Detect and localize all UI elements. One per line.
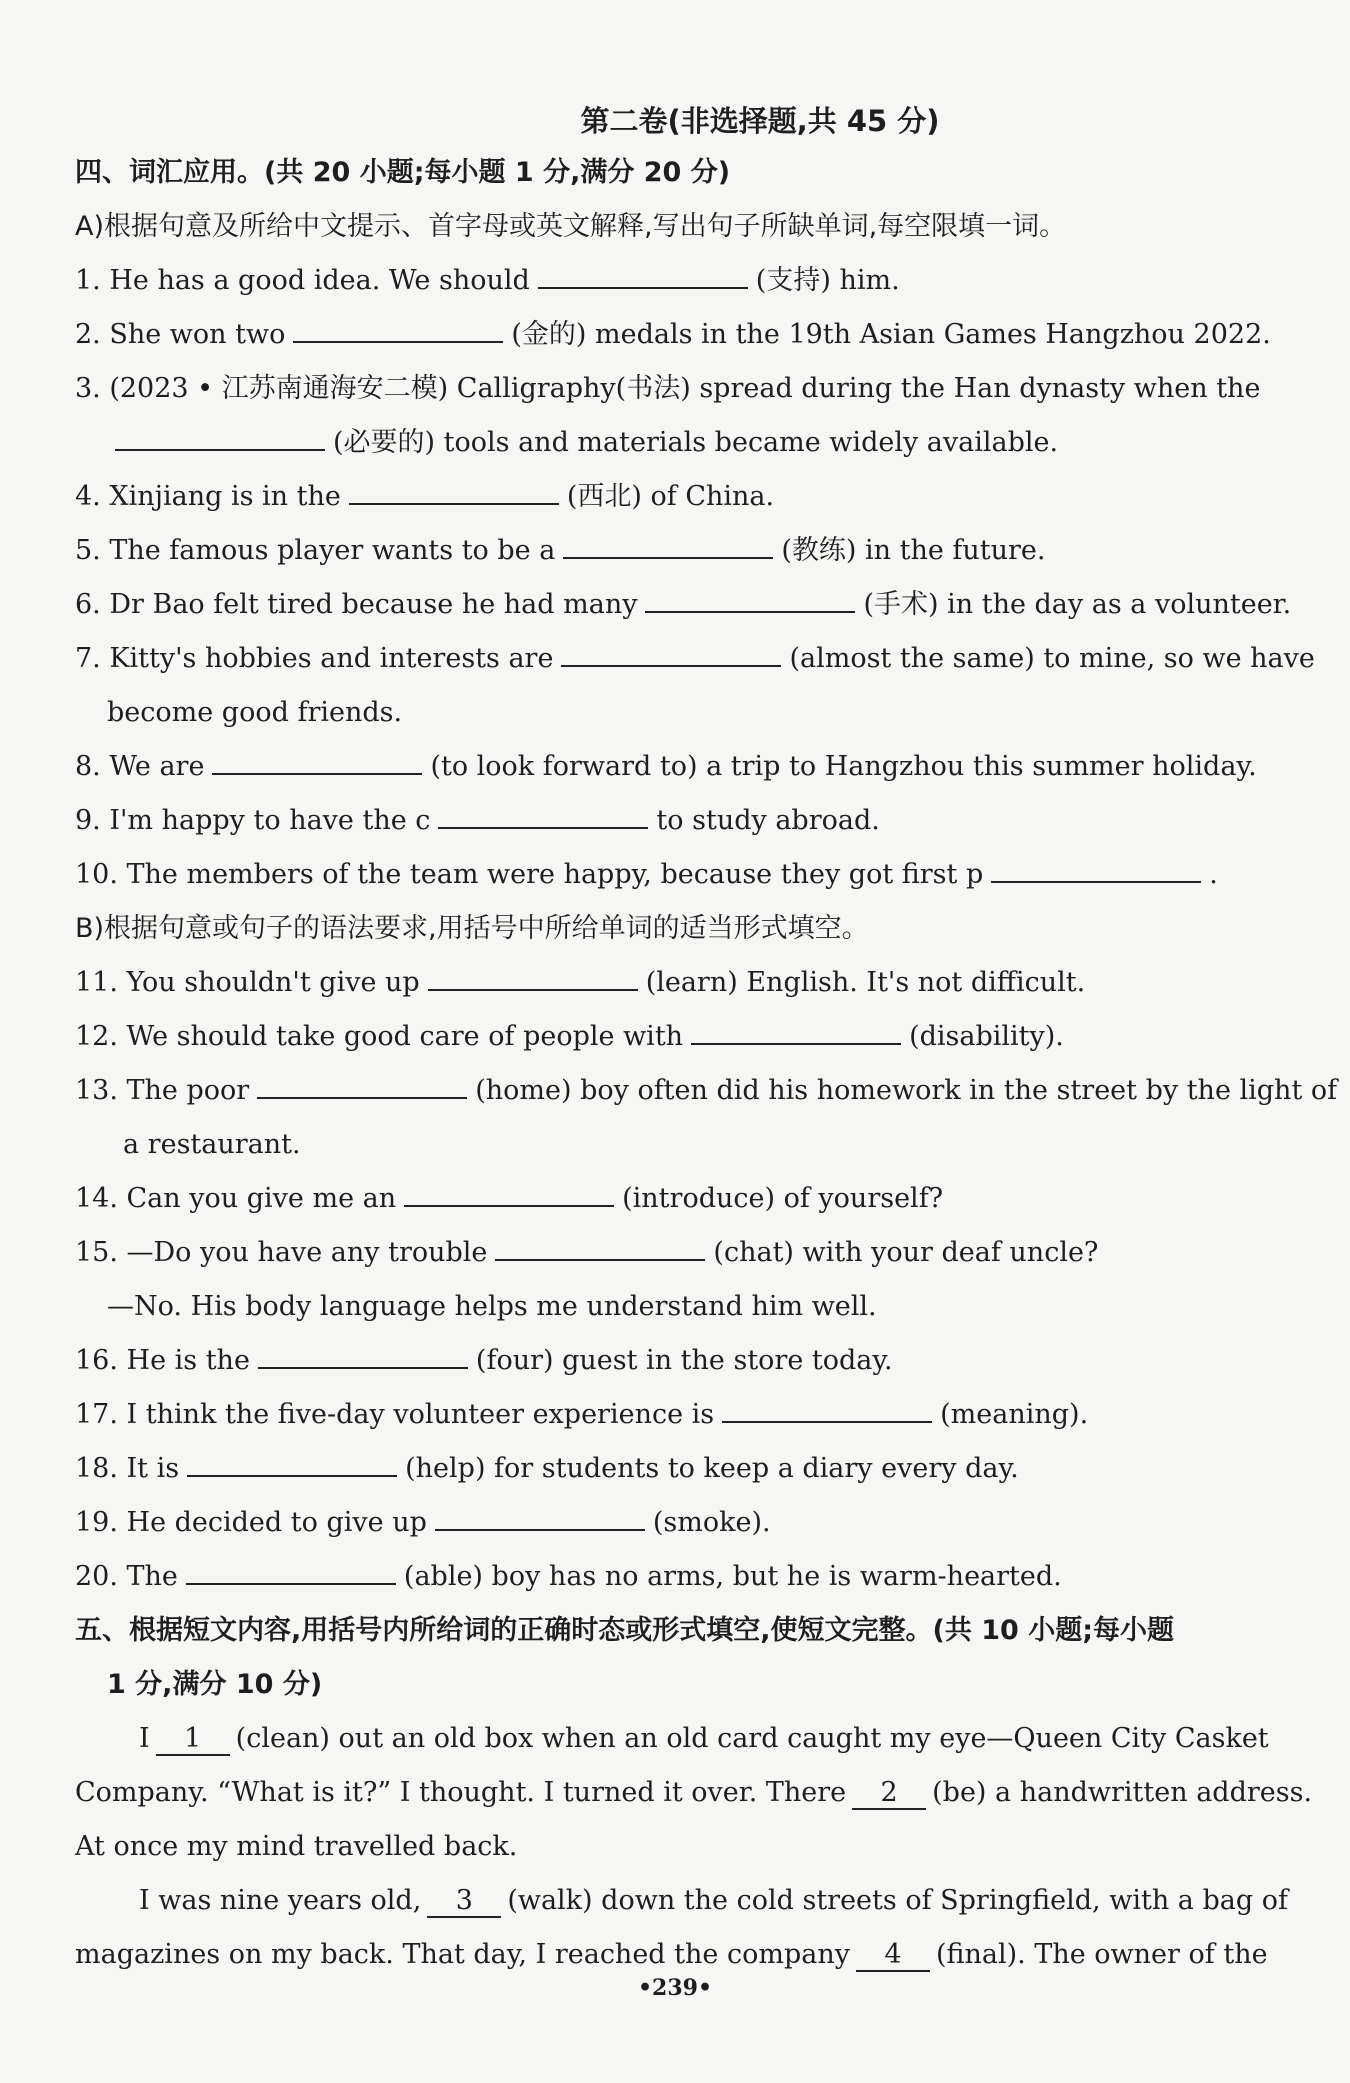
answer-blank[interactable] (563, 529, 773, 559)
answer-blank[interactable] (293, 313, 503, 343)
question-14: 14. Can you give me an (introduce) of yourself? (75, 1172, 1325, 1226)
answer-blank[interactable] (561, 637, 781, 667)
partB-instruction: B)根据句意或句子的语法要求,用括号中所给单词的适当形式填空。 (75, 913, 869, 944)
question-20: 20. The (able) boy has no arms, but he is warm-hearted. (75, 1550, 1325, 1604)
question-9: 9. I'm happy to have the c to study abroad. (75, 794, 1325, 848)
answer-blank[interactable] (186, 1555, 396, 1585)
question-15-reply: —No. His body language helps me understand him well. (107, 1291, 877, 1322)
answer-blank[interactable] (438, 799, 648, 829)
answer-blank[interactable] (257, 1069, 467, 1099)
question-18: 18. It is (help) for students to keep a diary every day. (75, 1442, 1325, 1496)
question-11: 11. You shouldn't give up (learn) English. It's not difficult. (75, 956, 1325, 1010)
passage-line-1: I 1 (clean) out an old box when an old card caught my eye—Queen City Casket (139, 1723, 1269, 1754)
question-4: 4. Xinjiang is in the (西北) of China. (75, 470, 1325, 524)
question-10: 10. The members of the team were happy, because they got first p . (75, 848, 1325, 902)
question-2: 2. She won two (金的) medals in the 19th Asian Games Hangzhou 2022. (75, 308, 1325, 362)
question-5: 5. The famous player wants to be a (教练) in the future. (75, 524, 1325, 578)
passage-blank-2[interactable]: 2 (852, 1778, 926, 1810)
passage-line-3: At once my mind travelled back. (75, 1831, 518, 1862)
passage-line-4: I was nine years old, 3 (walk) down the cold streets of Springfield, with a bag of (139, 1885, 1288, 1916)
question-12: 12. We should take good care of people with (disability). (75, 1010, 1325, 1064)
passage-blank-4[interactable]: 4 (856, 1940, 930, 1972)
passage-blank-1[interactable]: 1 (156, 1724, 230, 1756)
answer-blank[interactable] (435, 1501, 645, 1531)
question-13-line2: a restaurant. (123, 1129, 301, 1160)
passage-line-2: Company. “What is it?” I thought. I turned it over. There 2 (be) a handwritten address. (75, 1777, 1313, 1808)
answer-blank[interactable] (258, 1339, 468, 1369)
answer-blank[interactable] (691, 1015, 901, 1045)
question-17: 17. I think the five-day volunteer experience is (meaning). (75, 1388, 1325, 1442)
question-13: 13. The poor (home) boy often did his homework in the street by the light of (75, 1064, 1325, 1118)
question-3-line2: (必要的) tools and materials became widely available. (75, 416, 1325, 470)
paper-title: 第二卷(非选择题,共 45 分) (580, 104, 940, 138)
section4-heading: 四、词汇应用。(共 20 小题;每小题 1 分,满分 20 分) (75, 157, 731, 188)
section5-heading: 五、根据短文内容,用括号内所给词的正确时态或形式填空,使短文完整。(共 10 小题;每小题 (75, 1615, 1175, 1646)
answer-blank[interactable] (428, 961, 638, 991)
answer-blank[interactable] (404, 1177, 614, 1207)
passage-blank-3[interactable]: 3 (427, 1886, 501, 1918)
worksheet-content (75, 96, 1338, 1982)
section5-heading-cont: 1 分,满分 10 分) (107, 1669, 323, 1700)
answer-blank[interactable] (212, 745, 422, 775)
question-1: 1. He has a good idea. We should (支持) him. (75, 254, 1325, 308)
answer-blank[interactable] (991, 853, 1201, 883)
question-8: 8. We are (to look forward to) a trip to Hangzhou this summer holiday. (75, 740, 1325, 794)
question-7-line2: become good friends. (107, 697, 403, 728)
question-16: 16. He is the (four) guest in the store today. (75, 1334, 1325, 1388)
answer-blank[interactable] (722, 1393, 932, 1423)
partA-instruction: A)根据句意及所给中文提示、首字母或英文解释,写出句子所缺单词,每空限填一词。 (75, 211, 1067, 242)
answer-blank[interactable] (115, 421, 325, 451)
answer-blank[interactable] (495, 1231, 705, 1261)
question-6: 6. Dr Bao felt tired because he had many (手术) in the day as a volunteer. (75, 578, 1325, 632)
question-15: 15. —Do you have any trouble (chat) with your deaf uncle? (75, 1226, 1325, 1280)
question-3-line1: 3. (2023 • 江苏南通海安二模) Calligraphy(书法) spread during the Han dynasty when the (75, 373, 1261, 404)
answer-blank[interactable] (187, 1447, 397, 1477)
answer-blank[interactable] (349, 475, 559, 505)
passage-line-5: magazines on my back. That day, I reached the company 4 (final). The owner of the (75, 1939, 1268, 1970)
answer-blank[interactable] (645, 583, 855, 613)
question-7: 7. Kitty's hobbies and interests are (almost the same) to mine, so we have (75, 632, 1325, 686)
answer-blank[interactable] (538, 259, 748, 289)
page-number: •239• (637, 1975, 713, 2001)
question-19: 19. He decided to give up (smoke). (75, 1496, 1325, 1550)
